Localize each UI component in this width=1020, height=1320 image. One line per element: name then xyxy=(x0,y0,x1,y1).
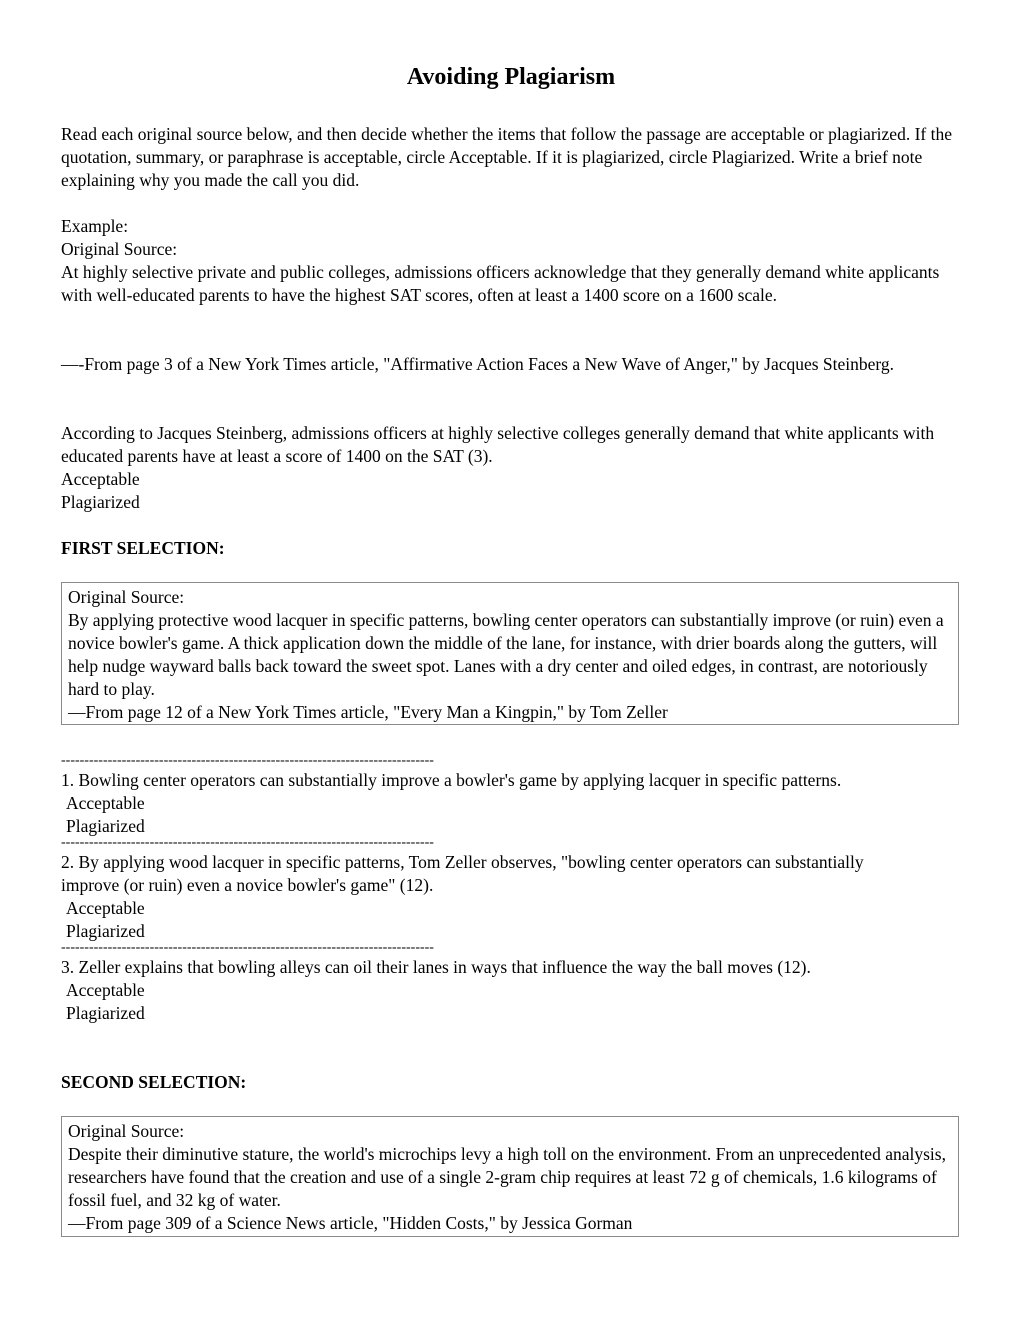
item-3-option-plagiarized[interactable]: Plagiarized xyxy=(66,1003,145,1023)
separator: -------------------------------------------------------------------------------- xyxy=(61,756,434,766)
second-source-citation: —From page 309 of a Science News article, "Hidden Costs," by Jessica Gorman xyxy=(68,1213,633,1233)
instructions-paragraph xyxy=(61,123,961,192)
item-2-option-acceptable[interactable]: Acceptable xyxy=(66,898,145,918)
list-item xyxy=(61,851,961,943)
second-source-text: Despite their diminutive stature, the world's microchips levy a high toll on the environment. From an unprecedented analysis, researchers have found that the creation and use of a single 2-gram chip requires at least 72 g of chemicals, 1.6 kilograms of fossil fuel, and 32 kg of water. xyxy=(68,1144,946,1210)
separator: -------------------------------------------------------------------------------- xyxy=(61,943,434,953)
item-3-option-acceptable[interactable]: Acceptable xyxy=(66,980,145,1000)
item-1-option-plagiarized[interactable]: Plagiarized xyxy=(66,816,145,836)
item-3-text: 3. Zeller explains that bowling alleys can oil their lanes in ways that influence the way the ball moves (12). xyxy=(61,957,811,977)
example-response xyxy=(61,422,961,514)
first-source-text: By applying protective wood lacquer in specific patterns, bowling center operators can substantially improve (or ruin) even a novice bowler's game. A thick application down the middle of the lane, for instance, with drier boards along the gutters, will help nudge wayward balls back toward the sweet spot. Lanes with a dry center and oiled edges, in contrast, are notoriously hard to play. xyxy=(68,610,944,699)
second-source-label: Original Source: xyxy=(68,1121,185,1141)
list-item xyxy=(61,769,961,838)
second-selection-source-box xyxy=(61,1116,959,1237)
example-source-text: At highly selective private and public colleges, admissions officers acknowledge that they generally demand white applicants with well-educated parents to have the highest SAT scores, often at least a 1400 score on a 1600 scale. xyxy=(61,262,940,305)
example-source-label: Original Source: xyxy=(61,239,178,259)
example-label: Example: xyxy=(61,216,129,236)
example-section xyxy=(61,215,961,307)
first-source-citation: —From page 12 of a New York Times article, "Every Man a Kingpin," by Tom Zeller xyxy=(68,702,668,722)
first-selection-heading: FIRST SELECTION: xyxy=(61,538,225,558)
first-source-label: Original Source: xyxy=(68,587,185,607)
second-selection-heading: SECOND SELECTION: xyxy=(61,1072,247,1092)
item-1-text: 1. Bowling center operators can substantially improve a bowler's game by applying lacquer in specific patterns. xyxy=(61,770,842,790)
example-citation xyxy=(61,353,961,376)
instructions-text: Read each original source below, and then decide whether the items that follow the passage are acceptable or plagiarized. If the quotation, summary, or paraphrase is acceptable, circle Acceptable. If it is plagiarized, circle Plagiarized. Write a brief note explaining why you made the call you did. xyxy=(61,124,952,190)
example-option-plagiarized[interactable]: Plagiarized xyxy=(61,492,140,512)
example-option-acceptable[interactable]: Acceptable xyxy=(61,469,140,489)
example-response-text: According to Jacques Steinberg, admissions officers at highly selective colleges generally demand that white applicants with educated parents have at least a score of 1400 on the SAT (3). xyxy=(61,423,935,466)
page-title: Avoiding Plagiarism xyxy=(406,64,616,90)
example-citation-text: —-From page 3 of a New York Times article, "Affirmative Action Faces a New Wave of Anger," by Jacques Steinberg. xyxy=(61,354,895,374)
item-1-option-acceptable[interactable]: Acceptable xyxy=(66,793,145,813)
item-2-text: 2. By applying wood lacquer in specific patterns, Tom Zeller observes, "bowling center operators can substantially improve (or ruin) even a novice bowler's game" (12). xyxy=(61,852,864,895)
list-item xyxy=(61,956,961,1025)
first-selection-items xyxy=(61,756,961,1025)
first-selection-source-box xyxy=(61,582,959,725)
separator: -------------------------------------------------------------------------------- xyxy=(61,838,434,848)
item-2-option-plagiarized[interactable]: Plagiarized xyxy=(66,921,145,941)
